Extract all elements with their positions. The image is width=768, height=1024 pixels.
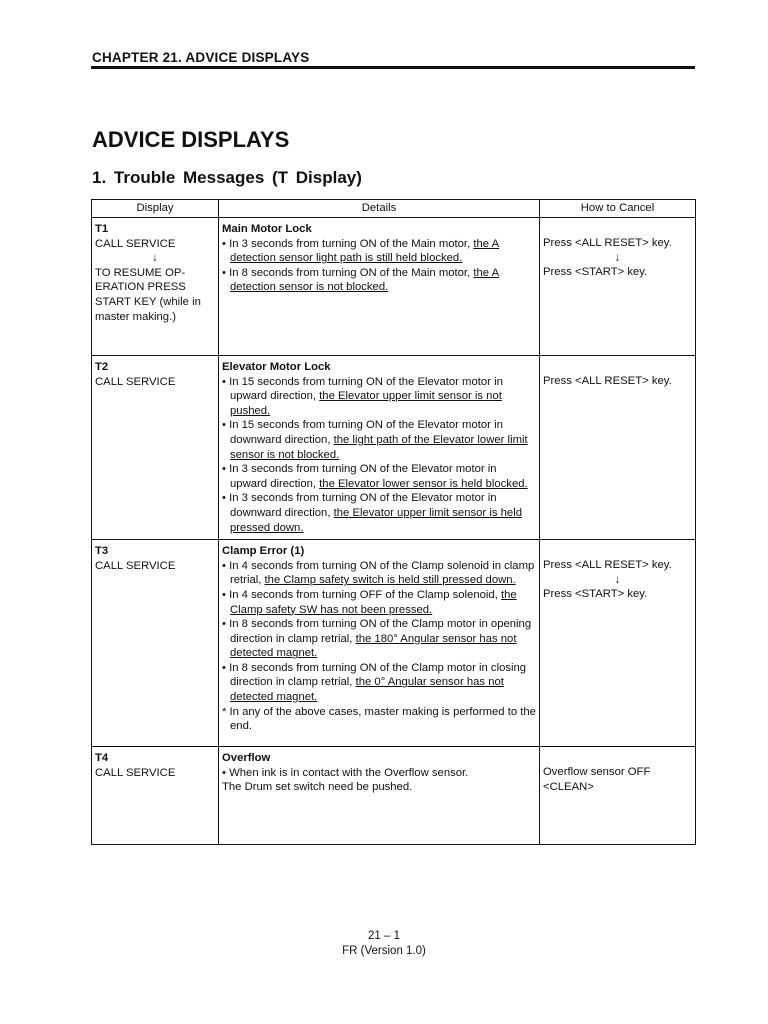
page-number: 21 – 1: [368, 930, 400, 942]
details-cell: [219, 540, 540, 747]
detail-cause: the 0° Angular sensor has not detected magnet.: [230, 676, 504, 704]
detail-cause: the Elevator lower sensor is held blocked.: [319, 477, 528, 490]
cancel-cell: [540, 540, 696, 747]
display-message-line: CALL SERVICE: [95, 559, 176, 572]
detail-condition: • In 15 seconds from turning ON of the Elevator motor in upward direction,: [222, 375, 503, 403]
display-message-line: START KEY (while in: [95, 295, 201, 308]
detail-condition: • In 3 seconds from turning ON of the Elevator motor in downward direction,: [222, 492, 497, 519]
detail-condition: • In 3 seconds from turning ON of the Elevator motor in upward direction,: [222, 463, 497, 490]
column-header-display: Display: [92, 200, 219, 218]
trouble-code: T4: [95, 752, 109, 765]
detail-condition: The Drum set switch need be pushed.: [222, 781, 413, 794]
trouble-code: T2: [95, 361, 109, 373]
cancel-instruction: Press <ALL RESET> key.: [543, 375, 672, 387]
down-arrow-icon: ↓: [152, 252, 158, 265]
details-cell: [219, 218, 540, 356]
table-row: [92, 747, 696, 845]
details-cell: [219, 747, 540, 845]
detail-item: [222, 375, 536, 419]
detail-item: [222, 617, 536, 661]
detail-condition: • In 15 seconds from turning ON of the Elevator motor in downward direction,: [222, 419, 503, 446]
cancel-instruction: Press <START> key.: [543, 266, 648, 279]
down-arrow-icon: ↓: [614, 573, 621, 586]
cancel-instruction: Press <ALL RESET> key.: [543, 559, 672, 572]
cancel-instruction: Press <START> key.: [543, 588, 648, 601]
detail-item: [222, 705, 536, 734]
display-message-line: CALL SERVICE: [95, 766, 176, 779]
display-message-line: CALL SERVICE: [95, 375, 176, 388]
display-message-line: master making.): [95, 310, 176, 323]
detail-item: [222, 237, 536, 266]
display-cell: [92, 218, 219, 356]
detail-condition: • In 8 seconds from turning ON of the Clamp motor in closing direction in clamp retrial,: [222, 661, 527, 689]
detail-condition: • In 3 seconds from turning ON of the Main motor,: [222, 237, 474, 250]
detail-cause: the light path of the Elevator lower limit sensor is not blocked.: [230, 433, 528, 461]
display-message-line: CALL SERVICE: [95, 237, 176, 250]
display-cell: [92, 356, 219, 540]
detail-item: [222, 766, 536, 781]
detail-item: [222, 491, 536, 535]
section-heading: 1. Trouble Messages (T Display): [92, 168, 362, 187]
cancel-cell: [540, 218, 696, 356]
detail-cause: the Elevator upper limit sensor is not pushed.: [230, 390, 502, 417]
chapter-header: CHAPTER 21. ADVICE DISPLAYS: [92, 50, 310, 65]
details-cell: [219, 356, 540, 540]
table-row: [92, 356, 696, 540]
column-header-cancel: How to Cancel: [540, 200, 696, 218]
trouble-code: T3: [95, 545, 109, 558]
detail-item: [222, 588, 536, 617]
header-rule: [91, 66, 695, 69]
display-cell: [92, 747, 219, 845]
cancel-cell: [540, 356, 696, 540]
detail-condition: • In 4 seconds from turning OFF of the Clamp solenoid,: [222, 588, 501, 601]
detail-cause: the 180° Angular sensor has not detected magnet.: [230, 632, 517, 660]
detail-condition: • When ink is in contact with the Overflow sensor.: [222, 766, 469, 779]
down-arrow-icon: ↓: [614, 251, 621, 264]
table-row: [92, 218, 696, 356]
cancel-cell: [540, 747, 696, 845]
cancel-instruction: <CLEAN>: [543, 780, 594, 793]
page-title: ADVICE DISPLAYS: [92, 127, 290, 152]
detail-condition: * In any of the above cases, master making is performed to the end.: [222, 705, 536, 733]
table-row: [92, 540, 696, 747]
detail-item: [222, 661, 536, 705]
display-message-line: ERATION PRESS: [95, 281, 186, 294]
error-title: Clamp Error (1): [222, 545, 305, 558]
trouble-code: T1: [95, 223, 109, 235]
detail-cause: the A detection sensor is not blocked.: [230, 266, 500, 294]
display-cell: [92, 540, 219, 747]
detail-item: [222, 559, 536, 588]
display-message-line: TO RESUME OP-: [95, 266, 186, 279]
detail-item: [222, 462, 536, 491]
error-title: Main Motor Lock: [222, 223, 312, 235]
trouble-messages-table: [91, 199, 696, 845]
error-title: Elevator Motor Lock: [222, 361, 331, 373]
cancel-instruction: Overflow sensor OFF: [543, 766, 651, 779]
detail-cause: the A detection sensor light path is still held blocked.: [230, 237, 500, 265]
column-header-details: Details: [219, 200, 540, 218]
version-label: FR (Version 1.0): [342, 945, 426, 957]
detail-condition: • In 8 seconds from turning ON of the Clamp motor in opening direction in clamp retrial,: [222, 618, 532, 645]
detail-condition: • In 8 seconds from turning ON of the Main motor,: [222, 266, 474, 279]
detail-item: [222, 780, 536, 795]
detail-cause: the Clamp safety switch is held still pressed down.: [264, 574, 516, 587]
detail-cause: the Clamp safety SW has not been pressed.: [230, 588, 517, 616]
error-title: Overflow: [222, 752, 271, 765]
table-header-row: [92, 200, 696, 218]
detail-cause: the Elevator upper limit sensor is held pressed down.: [230, 506, 522, 534]
cancel-instruction: Press <ALL RESET> key.: [543, 237, 672, 249]
detail-item: [222, 266, 536, 295]
detail-condition: • In 4 seconds from turning ON of the Clamp solenoid in clamp retrial,: [222, 559, 535, 587]
detail-item: [222, 418, 536, 462]
